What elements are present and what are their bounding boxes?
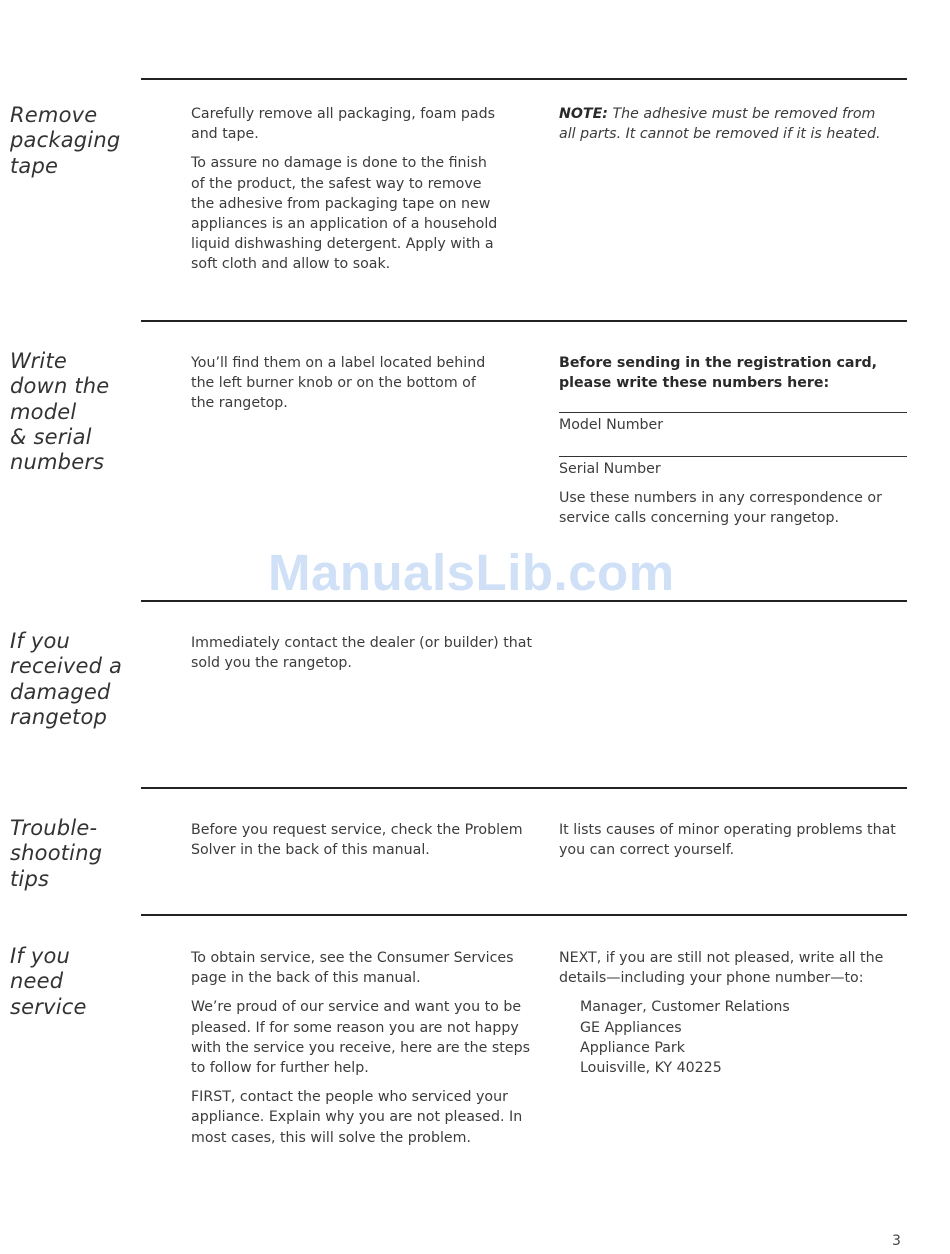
heading-remove-packaging-tape <box>10 103 138 179</box>
model-number-label: Model Number <box>559 417 664 434</box>
heading-line: tape <box>10 153 59 178</box>
heading-line: rangetop <box>10 704 108 729</box>
paragraph: To assure no damage is done to the finish of the product, the safest way to remove the adhesive from packaging tape on new appliances is an application of a household liquid dishwashing detergent. Apply with a soft cloth and allow to soak. <box>191 155 498 273</box>
section-divider <box>141 914 907 916</box>
section-divider <box>141 787 907 789</box>
section-divider <box>141 78 907 80</box>
registration-instruction: Before sending in the registration card, please write these numbers here: <box>559 355 878 392</box>
heading-need-service <box>10 944 138 1020</box>
heading-line: shooting <box>10 841 103 866</box>
address-line: Manager, Customer Relations <box>580 999 790 1016</box>
troubleshooting-text <box>191 820 531 869</box>
heading-damaged-rangetop <box>10 629 138 730</box>
paragraph: We’re proud of our service and want you to be pleased. If for some reason you are not happy with the service you receive, here are the steps to follow for further help. <box>191 999 530 1077</box>
service-contact <box>559 948 889 1087</box>
heading-line: If you <box>10 629 71 653</box>
serial-number-label: Serial Number <box>559 460 661 477</box>
damaged-rangetop-text <box>191 633 536 682</box>
service-instructions <box>191 948 533 1157</box>
address-line: Louisville, KY 40225 <box>580 1060 722 1077</box>
heading-line: Remove <box>10 103 98 127</box>
heading-line: service <box>10 994 87 1019</box>
packaging-instructions <box>191 104 503 284</box>
packaging-note <box>559 104 895 153</box>
paragraph: To obtain service, see the Consumer Services page in the back of this manual. <box>191 950 514 987</box>
serial-number-field[interactable] <box>559 456 907 479</box>
label-location-text <box>191 353 493 423</box>
heading-line: & serial <box>10 424 92 449</box>
mailing-address <box>559 997 889 1078</box>
heading-line: packaging <box>10 128 121 153</box>
note-label: NOTE: <box>559 106 608 122</box>
section-divider <box>141 320 907 322</box>
note-text: The adhesive must be removed from all parts. It cannot be removed if it is heated. <box>559 106 881 143</box>
heading-line: Trouble- <box>10 816 98 840</box>
heading-line: If you <box>10 944 71 968</box>
heading-line: down the <box>10 374 110 399</box>
paragraph: It lists causes of minor operating problems that you can correct yourself. <box>559 822 896 859</box>
heading-line: need <box>10 969 64 994</box>
heading-line: received a <box>10 654 123 679</box>
paragraph: Carefully remove all packaging, foam pads and tape. <box>191 106 496 143</box>
paragraph: You’ll find them on a label located behind the left burner knob or on the bottom of the rangetop. <box>191 355 486 412</box>
heading-troubleshooting-tips <box>10 816 138 892</box>
watermark: ManualsLib.com <box>268 544 675 601</box>
heading-line: Write <box>10 349 68 373</box>
heading-line: numbers <box>10 450 105 475</box>
registration-numbers-block <box>559 353 909 537</box>
paragraph: NEXT, if you are still not pleased, write all the details—including your phone number—to: <box>559 950 884 987</box>
address-line: GE Appliances <box>580 1019 682 1036</box>
heading-line: model <box>10 399 77 424</box>
heading-line: tips <box>10 866 50 891</box>
address-line: Appliance Park <box>580 1039 685 1056</box>
heading-write-down-numbers <box>10 349 138 475</box>
heading-line: damaged <box>10 679 111 704</box>
paragraph: FIRST, contact the people who serviced your appliance. Explain why you are not pleased. In most cases, this will solve the problem. <box>191 1089 523 1146</box>
paragraph: Immediately contact the dealer (or builder) that sold you the rangetop. <box>191 635 533 672</box>
paragraph: Use these numbers in any correspondence or service calls concerning your rangetop. <box>559 489 882 527</box>
page-number: 3 <box>892 1233 901 1249</box>
paragraph: Before you request service, check the Problem Solver in the back of this manual. <box>191 822 523 859</box>
troubleshooting-detail <box>559 820 904 869</box>
model-number-field[interactable] <box>559 412 907 435</box>
